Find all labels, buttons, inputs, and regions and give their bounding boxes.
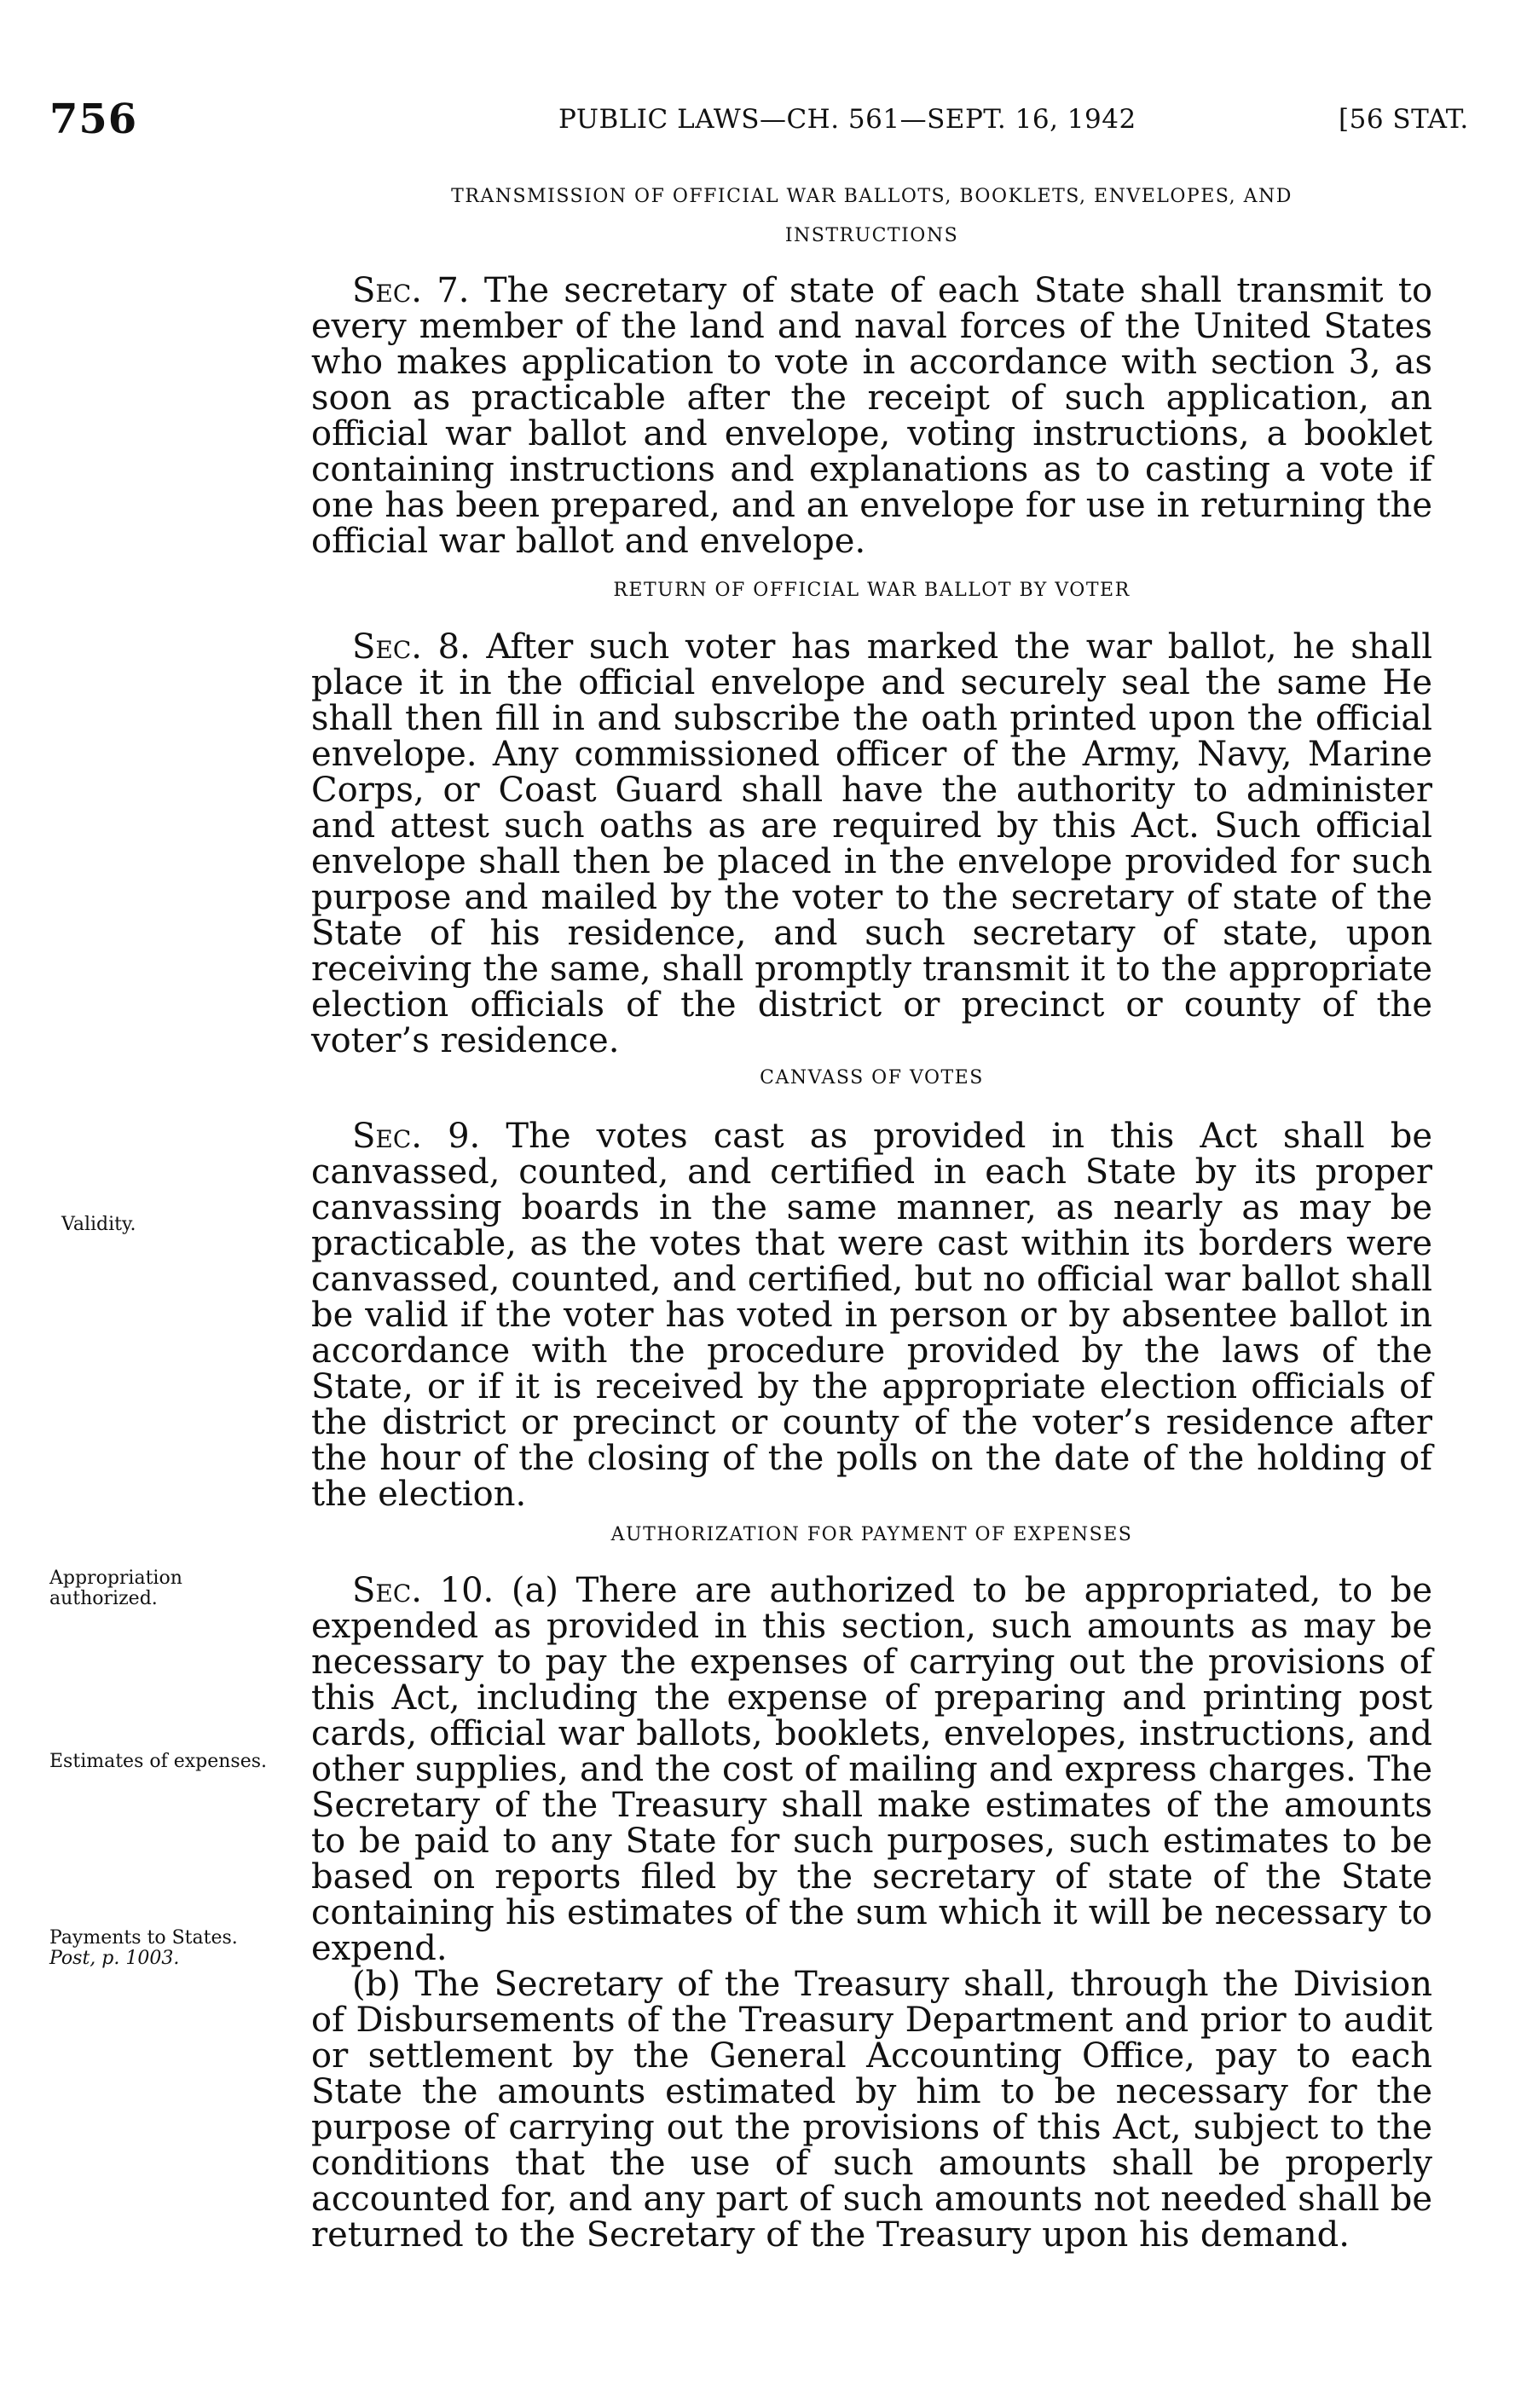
section-10-body — [311, 1573, 1432, 2253]
margin-note-payments-text: Payments to States. — [49, 1927, 238, 1949]
section-8-body — [311, 629, 1432, 1059]
section-7-body — [311, 273, 1432, 559]
section-10-text-b: (b) The Secretary of the Treasury shall, through the Division of Disbursements of the Treasury Department and prior to audit or settlement by the General Accounting Office, pay to each State the amounts estimated by him to be necessary for the purpose of carrying out the provisions of this Act, subject to the conditions that the use of such amounts shall be properly accounted for, and any part of such amounts not needed shall be returned to the Secretary of the Treasury upon his demand. — [311, 1965, 1432, 2255]
section-8-label: Sec. 8. — [352, 627, 471, 667]
section-7-heading-line-2: INSTRUCTIONS — [784, 225, 959, 246]
section-7-heading-line-1: TRANSMISSION OF OFFICIAL WAR BALLOTS, BOOKLETS, ENVELOPES, AND — [451, 186, 1293, 207]
margin-note-appropriation: Appropriation authorized. — [49, 1568, 182, 1609]
section-7-heading — [311, 177, 1432, 256]
section-10-heading: AUTHORIZATION FOR PAYMENT OF EXPENSES — [610, 1524, 1133, 1545]
margin-note-validity: Validity. — [61, 1214, 136, 1235]
section-9-text: The votes cast as provided in this Act shall be canvassed, counted, and certified in each State by its proper canvassing boards in the same manner, as nearly as may be practicable, as the votes that were cast within its borders were canvassed, counted, and certified, but no official war ballot shall be valid if the voter has voted in person or by absentee ballot in accordance with the procedure provided by the laws of the State, or if it is received by the appropriate election officials of the district or precinct or county of the voter’s residence after the hour of the closing of the polls on the date of the holding of the election. — [311, 1117, 1433, 1514]
section-9-label: Sec. 9. — [352, 1117, 481, 1156]
page-number: 756 — [49, 95, 138, 143]
running-head: PUBLIC LAWS—CH. 561—SEPT. 16, 1942 — [558, 104, 1136, 135]
margin-note-payments — [49, 1928, 280, 1969]
section-8-heading: RETURN OF OFFICIAL WAR BALLOT BY VOTER — [613, 580, 1131, 601]
section-10-text-a: (a) There are authorized to be appropriated, to be expended as provided in this section, such amounts as may be necessary to pay the expenses of carrying out the provisions of this Act, including the expense of preparing and printing post cards, official war ballots, booklets, envelopes, instructions, and other supplies, and the cost of mailing and express charges. The Secretary of the Treasury shall make estimates of the amounts to be paid to any State for such purposes, such estimates to be based on reports filed by the secretary of state of the State containing his estimates of the sum which it will be necessary to expend. — [311, 1571, 1433, 1968]
section-7-text: The secretary of state of each State shall transmit to every member of the land and naval forces of the United States who makes application to vote in accordance with section 3, as soon as practicable after the receipt of such application, an official war ballot and envelope, voting instructions, a booklet containing instructions and explanations as to casting a vote if one has been prepared, and an envelope for use in returning the official war ballot and envelope. — [311, 271, 1433, 561]
section-7-label: Sec. 7. — [352, 271, 470, 310]
margin-note-estimates: Estimates of expenses. — [49, 1751, 268, 1772]
section-9-heading: CANVASS OF VOTES — [760, 1067, 984, 1089]
section-9-body — [311, 1118, 1432, 1512]
volume-reference: [56 STAT. — [1339, 104, 1469, 135]
section-8-text: After such voter has marked the war ballot, he shall place it in the official envelope and securely seal the same He shall then fill in and subscribe the oath printed upon the official envelope. Any commissioned officer of the Army, Navy, Marine Corps, or Coast Guard shall have the authority to administer and attest such oaths as are required by this Act. Such official envelope shall then be placed in the envelope provided for such purpose and mailed by the voter to the secretary of state of the State of his residence, and such secretary of state, upon receiving the same, shall promptly transmit it to the appropriate election officials of the district or precinct or county of the voter’s residence. — [311, 627, 1432, 1060]
margin-note-payments-cite: Post, p. 1003. — [49, 1948, 180, 1969]
section-10-label: Sec. 10. — [352, 1571, 494, 1610]
